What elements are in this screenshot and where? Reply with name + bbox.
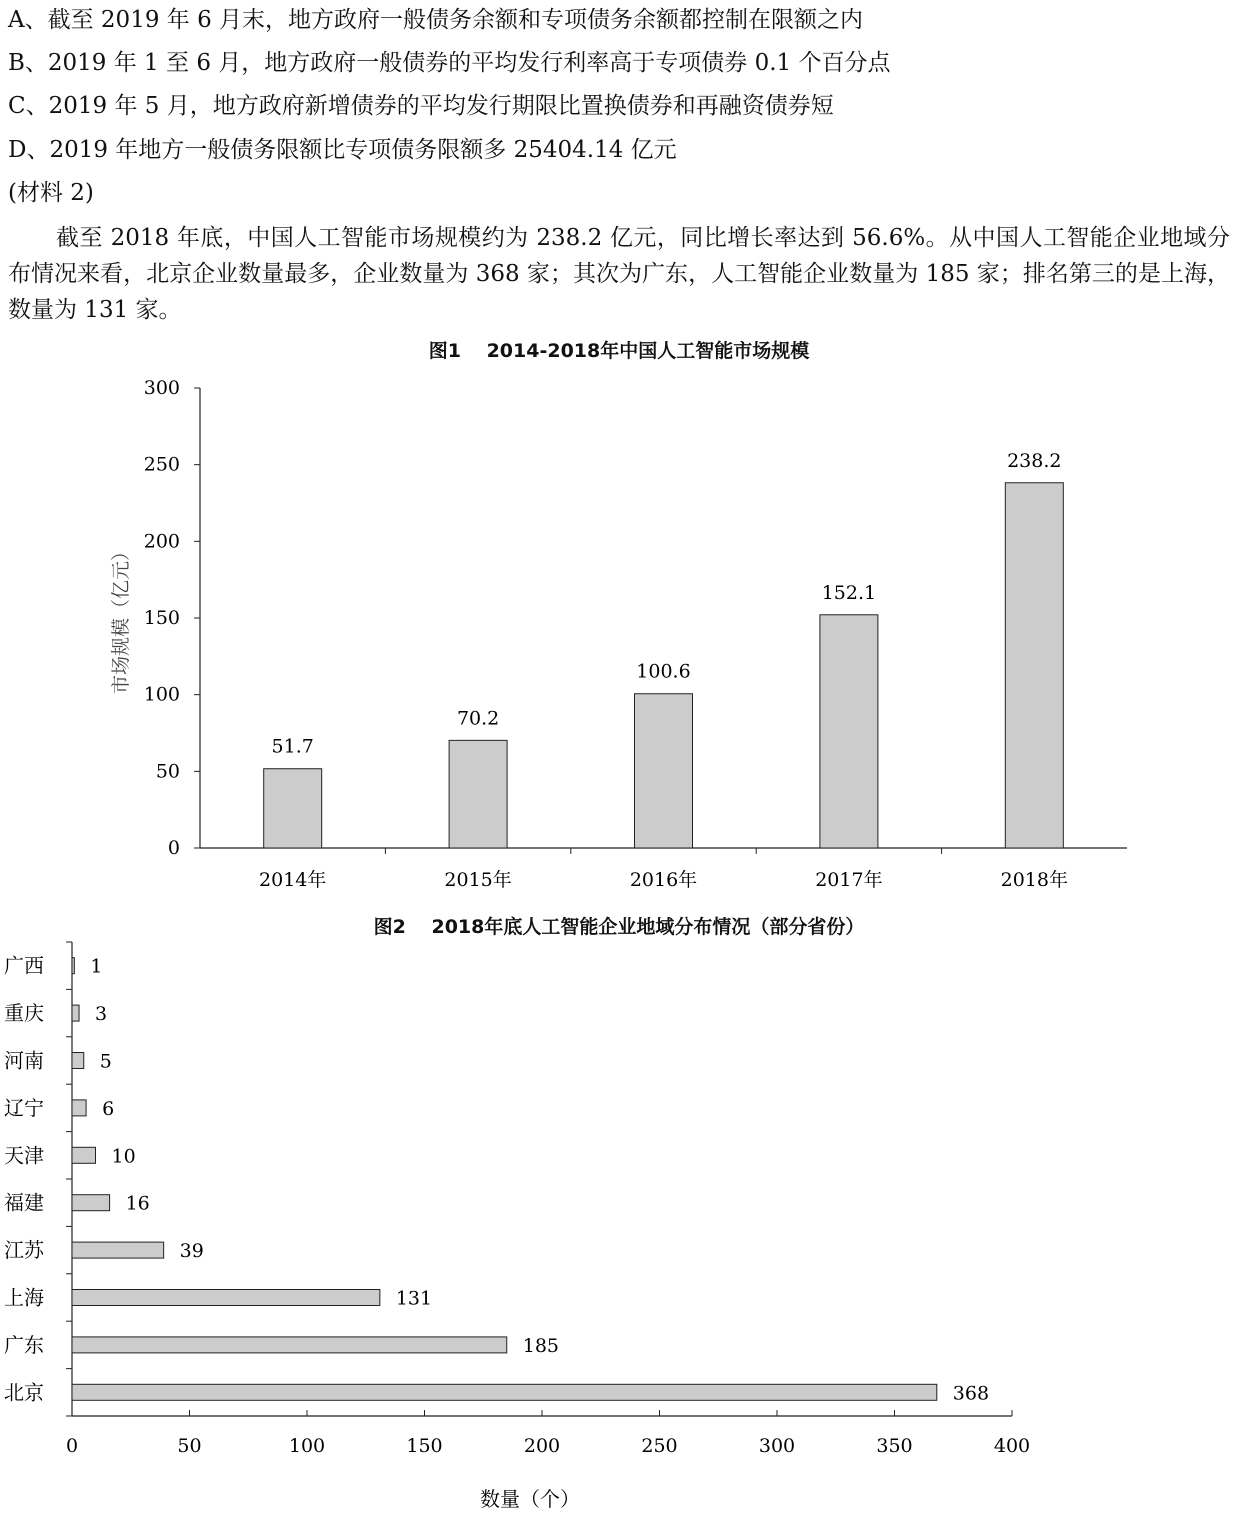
option-c: C、2019 年 5 月，地方政府新增债券的平均发行期限比置换债券和再融资债券短 [8,93,834,119]
y-tick-label: 北京 [4,1380,44,1405]
y-tick-label: 江苏 [4,1238,44,1263]
y-tick-label: 200 [143,530,180,553]
y-tick-label: 300 [143,377,180,399]
x-tick-label: 300 [758,1435,796,1457]
bar [72,1337,507,1353]
x-tick-label: 150 [406,1435,443,1457]
x-tick-label: 50 [177,1435,202,1457]
bar [635,694,693,848]
bar [264,769,322,848]
x-tick-label: 100 [288,1435,326,1457]
y-tick-label: 广西 [4,953,44,978]
bar-value-label: 6 [102,1097,115,1120]
bar-value-label: 16 [125,1192,150,1215]
chart2-title: 图2 2018年底人工智能企业地域分布情况（部分省份） [373,916,865,938]
y-tick-label: 0 [167,837,180,859]
bar [72,958,74,974]
y-tick-label: 福建 [4,1190,44,1215]
bar-value-label: 152.1 [821,581,877,604]
bar [72,1100,86,1116]
bar-value-label: 100.6 [636,660,691,683]
bar [449,740,507,848]
bar-value-label: 51.7 [271,735,314,758]
bar-value-label: 1 [90,955,103,978]
x-tick-label: 2018年 [1000,869,1068,891]
bar-value-label: 185 [522,1334,560,1357]
bar-value-label: 10 [111,1145,136,1168]
bar [72,1147,96,1163]
region-distribution-chart [0,940,1238,1518]
y-tick-label: 150 [143,607,180,629]
x-tick-label: 2017年 [815,869,883,891]
bar [72,1290,380,1306]
y-tick-label: 100 [143,683,180,706]
bar [72,1005,79,1021]
bar-value-label: 3 [95,1003,108,1026]
x-tick-label: 2016年 [629,869,698,891]
y-tick-label: 上海 [4,1285,44,1310]
material-paragraph: 截至 2018 年底，中国人工智能市场规模约为 238.2 亿元，同比增长率达到 56.6%。从中国人工智能企业地域分布情况来看，北京企业数量最多，企业数量为 368 家；其次为广东，人工智能企业数量为 185 家；排名第三的是上海，数量为 131 家。 [8,225,1230,323]
bar-value-label: 131 [395,1287,433,1310]
bar [1005,483,1063,848]
material-label: (材料 2) [8,180,94,206]
bar-value-label: 368 [952,1382,990,1405]
option-a: A、截至 2019 年 6 月末，地方政府一般债务余额和专项债务余额都控制在限额之内 [8,7,864,33]
x-tick-label: 2014年 [259,869,327,891]
bar [72,1195,110,1211]
x-tick-label: 400 [993,1435,1031,1457]
bar [72,1053,84,1069]
y-tick-label: 50 [155,760,180,783]
y-tick-label: 广东 [4,1332,44,1357]
x-axis-label: 数量（个） [480,1487,580,1511]
x-tick-label: 350 [876,1435,913,1457]
y-axis-label: 市场规模（亿元） [110,541,132,695]
bar-value-label: 5 [99,1050,112,1073]
bar [820,615,878,848]
y-tick-label: 辽宁 [4,1095,44,1120]
option-b: B、2019 年 1 至 6 月，地方政府一般债券的平均发行利率高于专项债券 0.1 个百分点 [8,50,891,76]
market-size-chart [0,370,1238,900]
x-tick-label: 250 [641,1435,678,1457]
option-d: D、2019 年地方一般债务限额比专项债务限额多 25404.14 亿元 [8,137,677,163]
y-tick-label: 重庆 [4,1001,44,1026]
x-tick-label: 200 [523,1435,561,1457]
bar [72,1242,164,1258]
bar-value-label: 238.2 [1007,449,1062,472]
bar-value-label: 70.2 [456,707,500,730]
bar [72,1384,937,1400]
chart1-title: 图1 2014-2018年中国人工智能市场规模 [428,340,810,362]
bar-value-label: 39 [179,1240,204,1263]
y-tick-label: 河南 [4,1048,44,1073]
x-tick-label: 0 [65,1435,79,1457]
y-tick-label: 天津 [4,1143,44,1168]
y-tick-label: 250 [143,453,180,476]
x-tick-label: 2015年 [444,869,512,891]
